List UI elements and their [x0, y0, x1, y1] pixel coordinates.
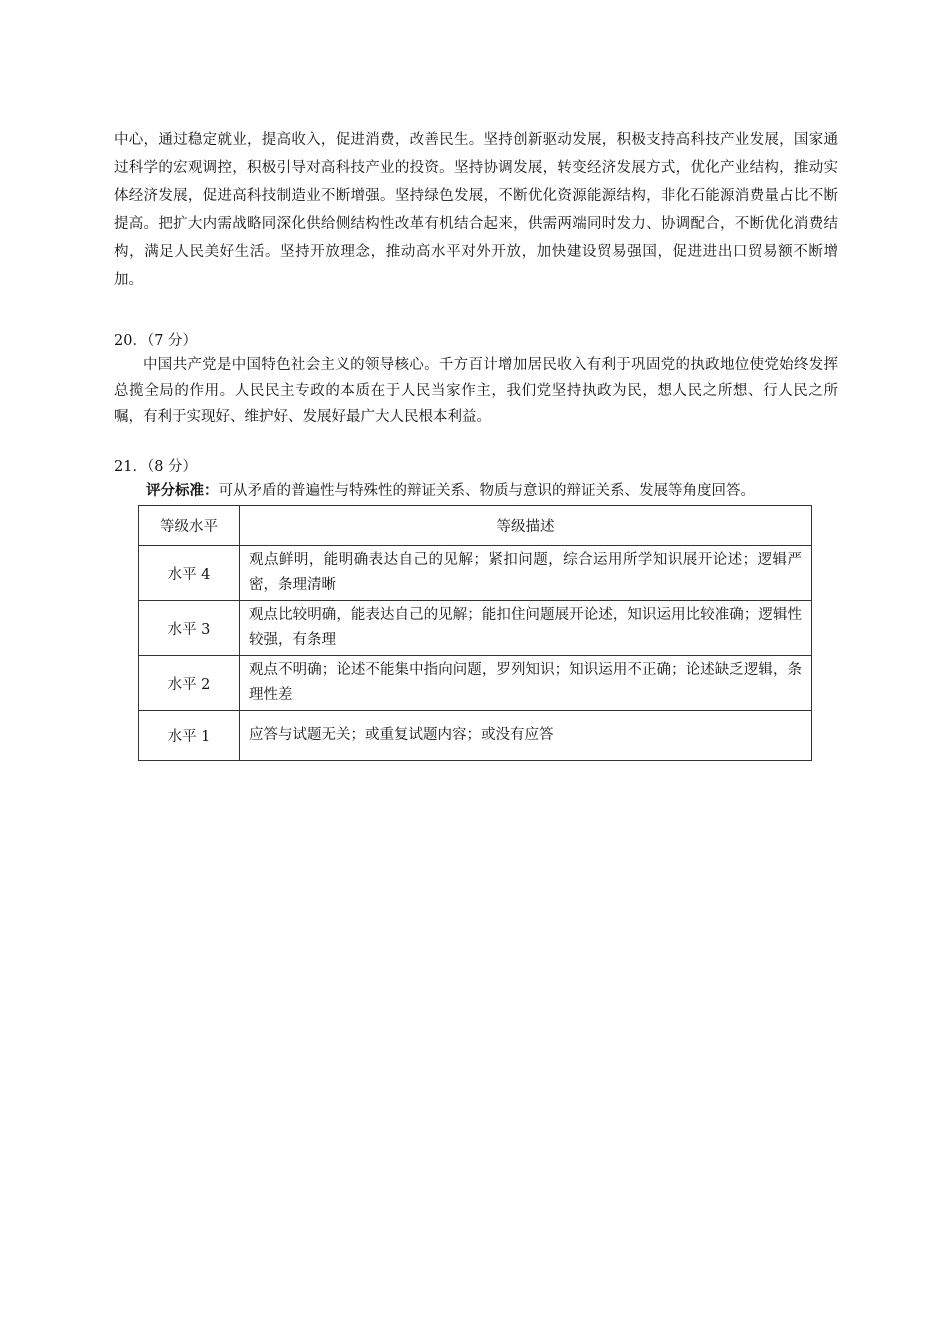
table-row [139, 601, 812, 656]
q21-criteria [146, 480, 755, 502]
header-level: 等级水平 [139, 506, 240, 546]
description-cell: 观点不明确；论述不能集中指向问题，罗列知识；知识运用不正确；论述缺乏逻辑，条理性差 [240, 656, 812, 711]
description-cell: 应答与试题无关；或重复试题内容；或没有应答 [240, 711, 812, 761]
level-cell: 水平 2 [139, 656, 240, 711]
table-header-row [139, 506, 812, 546]
q20-answer: 中国共产党是中国特色社会主义的领导核心。千方百计增加居民收入有利于巩固党的执政地位使党始终发挥总揽全局的作用。人民民主专政的本质在于人民当家作主，我们党坚持执政为民，想人民之所想、行人民之所嘱，有利于实现好、维护好、发展好最广大人民根本利益。 [114, 357, 838, 425]
grading-table [138, 505, 812, 761]
criteria-label: 评分标准： [146, 482, 219, 499]
description-cell: 观点鲜明，能明确表达自己的见解；紧扣问题，综合运用所学知识展开论述；逻辑严密，条理清晰 [240, 546, 812, 601]
level-cell: 水平 4 [139, 546, 240, 601]
q21-heading: 21．（8 分） [114, 459, 198, 475]
header-description: 等级描述 [240, 506, 812, 546]
table-row [139, 711, 812, 761]
description-cell: 观点比较明确，能表达自己的见解；能扣住问题展开论述，知识运用比较准确；逻辑性较强，有条理 [240, 601, 812, 656]
q19-answer-continuation: 中心，通过稳定就业，提高收入，促进消费，改善民生。坚持创新驱动发展，积极支持高科技产业发展，国家通过科学的宏观调控，积极引导对高科技产业的投资。坚持协调发展，转变经济发展方式，优化产业结构，推动实体经济发展，促进高科技制造业不断增强。坚持绿色发展，不断优化资源能源结构，非化石能源消费量占比不断提高。把扩大内需战略同深化供给侧结构性改革有机结合起来，供需两端同时发力、协调配合，不断优化消费结构，满足人民美好生活。坚持开放理念，推动高水平对外开放，加快建设贸易强国，促进进出口贸易额不断增加。 [114, 132, 838, 288]
table-row [139, 546, 812, 601]
table-row [139, 656, 812, 711]
level-cell: 水平 1 [139, 711, 240, 761]
criteria-text: 可从矛盾的普遍性与特殊性的辩证关系、物质与意识的辩证关系、发展等角度回答。 [218, 483, 755, 499]
level-cell: 水平 3 [139, 601, 240, 656]
q20-heading: 20．（7 分） [114, 333, 198, 349]
